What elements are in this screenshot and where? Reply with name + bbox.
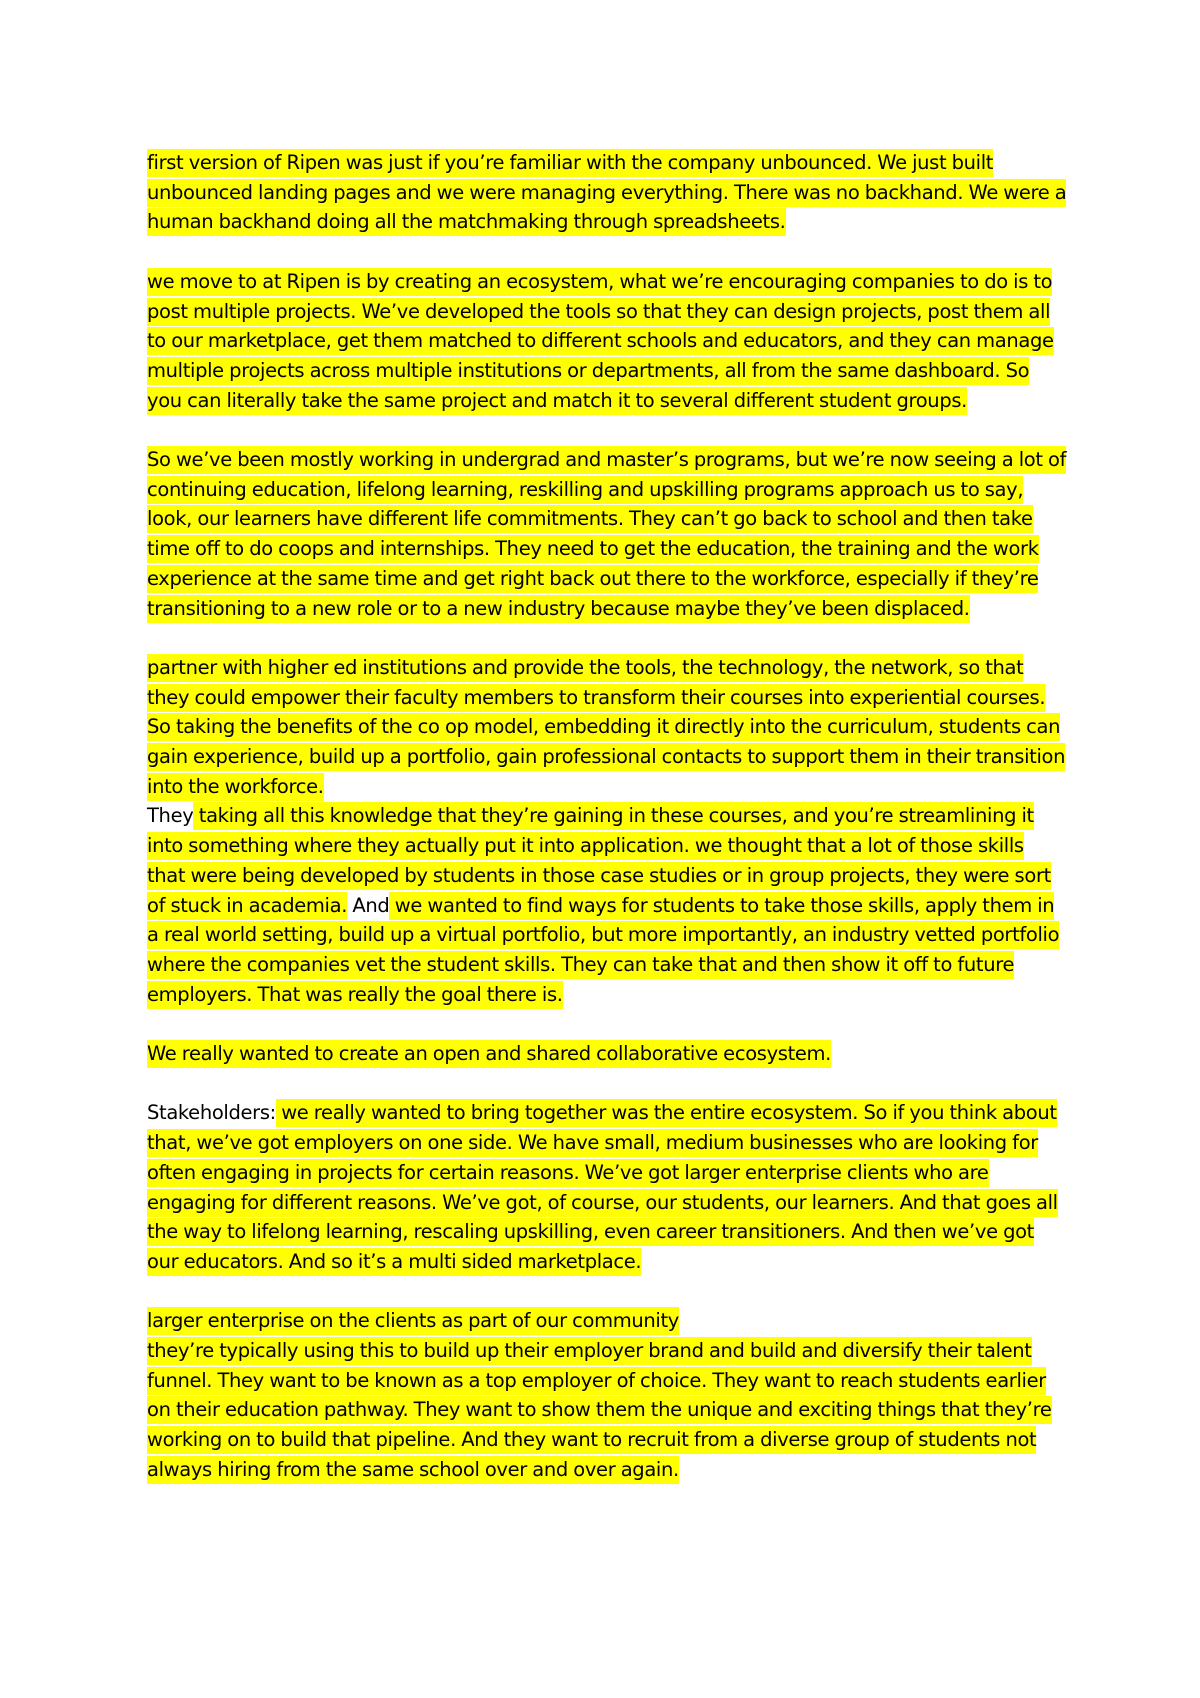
paragraph-stakeholders <box>147 1098 1067 1276</box>
paragraph-open-ecosystem <box>147 1039 1067 1069</box>
unhighlighted-text: And <box>347 893 390 917</box>
highlighted-text: taking all this knowledge that they’re gaining in these courses, and you’re streamlining it into something where they actually put it into application. <box>147 802 1034 860</box>
document-body <box>147 148 1067 1485</box>
highlighted-text: we move to at Ripen is by creating an ecosystem, what we’re encouraging companies to do is to post multiple projects. We’ve developed the tools so that they can design projects, post them all to our marketplace, get them matched to different schools and educators, and they can manage multiple projects across multiple institutions or departments, all from the same dashboard. So you can literally take the same project and match it to several different student groups. <box>147 268 1054 415</box>
highlighted-text: first version of Ripen was just if you’re familiar with the company unbounced. We just built unbounced landing pages and we were managing everything. There was no backhand. We were a human backhand doing all the matchmaking through spreadsheets. <box>147 149 1066 236</box>
highlighted-text: So we’ve been mostly working in undergrad and master’s programs, but we’re now seeing a lot of continuing education, lifelong learning, reskilling and upskilling programs approach us to say, look, our learners have different life commitments. They can’t go back to school and then take time off to do coops and internships. They need to get the education, the training and the work experience at the same time and get right back out there to the workforce, especially if they’re transitioning to a new role or to a new industry because maybe they’ve been displaced. <box>147 446 1066 623</box>
highlighted-text: we really wanted to bring together was the entire ecosystem. So if you think about that, we’ve got employers on one side. We have small, medium businesses who are looking for often engaging in projects for certain reasons. We’ve got larger enterprise clients who are engaging for different reasons. We’ve got, of course, our students, our learners. And that goes all the way to lifelong learning, rescaling upskilling, even career transitioners. And then we’ve got our educators. And so it’s a multi sided marketplace. <box>147 1099 1058 1276</box>
paragraph-ecosystem <box>147 267 1067 416</box>
highlighted-text: we thought that a lot of those skills that were being developed by students in those case studies or in group projects, they were sort of stuck in academia. <box>147 832 1051 919</box>
highlighted-text: partner with higher ed institutions and provide the tools, the technology, the network, so that they could empower their faculty members to transform their courses into experiential courses. So taking the benefits of the co op model, embedding it directly into the curriculum, students can gain experience, build up a portfolio, gain professional contacts to support them in their transition into the workforce. <box>147 654 1065 801</box>
paragraph-gap <box>147 237 1067 267</box>
stakeholders-label: Stakeholders: <box>147 1101 276 1125</box>
highlighted-text: we wanted to find ways for students to take those skills, apply them in a real world setting, build up a virtual portfolio, but more importantly, an industry vetted portfolio where the companies vet the student skills. They can take that and then show it off to future employers. That was really the goal there is. <box>147 892 1059 1009</box>
paragraph-gap <box>147 1009 1067 1039</box>
paragraph-enterprise-heading <box>147 1306 1067 1336</box>
paragraph-enterprise <box>147 1336 1067 1485</box>
paragraph-knowledge <box>147 801 1067 1009</box>
paragraph-gap <box>147 415 1067 445</box>
paragraph-programs <box>147 445 1067 623</box>
unhighlighted-text: They <box>147 804 194 828</box>
highlighted-text: We really wanted to create an open and shared collaborative ecosystem. <box>147 1040 831 1068</box>
paragraph-partner <box>147 653 1067 802</box>
highlighted-text: they’re typically using this to build up their employer brand and build and diversify their talent funnel. They want to be known as a top employer of choice. They want to reach students earlier on their education pathway. They want to show them the unique and exciting things that they’re working on to build that pipeline. And they want to recruit from a diverse group of students not always hiring from the same school over and over again. <box>147 1337 1052 1484</box>
paragraph-first-version <box>147 148 1067 237</box>
paragraph-gap <box>147 1069 1067 1099</box>
paragraph-gap <box>147 1277 1067 1307</box>
highlighted-text: larger enterprise on the clients as part of our community <box>147 1307 679 1335</box>
paragraph-gap <box>147 623 1067 653</box>
